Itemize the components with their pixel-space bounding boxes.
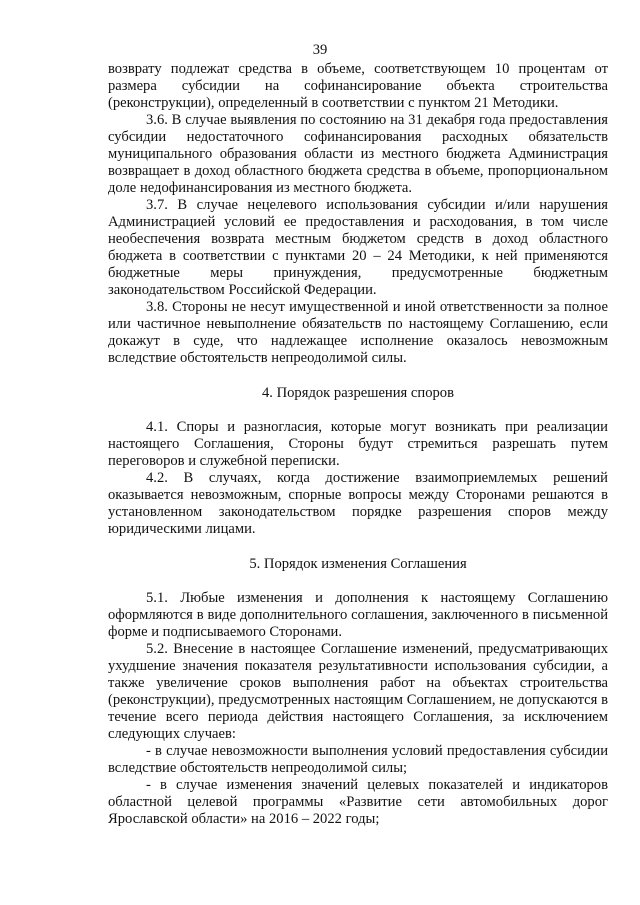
paragraph-5-1: 5.1. Любые изменения и дополнения к настоящему Соглашению оформляются в виде дополнительного соглашения, заключенного в письменной форме и подписываемого Сторонами. (108, 590, 608, 640)
paragraph-3-8: 3.8. Стороны не несут имущественной и иной ответственности за полное или частичное невыполнение обязательств по настоящему Соглашению, если докажут в суде, что надлежащее исполнение оказалось невозможным вследствие обстоятельств непреодолимой силы. (108, 299, 608, 366)
paragraph-4-2: 4.2. В случаях, когда достижение взаимоприемлемых решений оказывается невозможным, спорные вопросы между Сторонами решаются в установленном законодательством порядке разрешения споров между юридическими лицами. (108, 470, 608, 537)
section-4-heading: 4. Порядок разрешения споров (262, 385, 454, 401)
section-5-heading: 5. Порядок изменения Соглашения (249, 556, 467, 572)
list-item-force-majeure: - в случае невозможности выполнения условий предоставления субсидии вследствие обстоятельств непреодолимой силы; (108, 743, 608, 776)
document-body (108, 61, 608, 828)
paragraph-4-1: 4.1. Споры и разногласия, которые могут возникать при реализации настоящего Соглашения, Стороны будут стремиться разрешать путем переговоров и служебной переписки. (108, 419, 608, 469)
paragraph-continuation: возврату подлежат средства в объеме, соответствующем 10 процентам от размера субсидии на софинансирование объекта строительства (реконструкции), определенный в соответствии с пунктом 21 Методики. (108, 61, 608, 111)
list-item-program-change: - в случае изменения значений целевых показателей и индикаторов областной целевой программы «Развитие сети автомобильных дорог Ярославской области» на 2016 – 2022 годы; (108, 777, 608, 827)
paragraph-3-7: 3.7. В случае нецелевого использования субсидии и/или нарушения Администрацией условий ее предоставления и расходования, в том числе необеспечения возврата местным бюджетом средств в доход областного бюджета в соответствии с пунктами 20 – 24 Методики, к ней применяются бюджетные меры принуждения, предусмотренные бюджетным законодательством Российской Федерации. (108, 197, 608, 298)
paragraph-3-6: 3.6. В случае выявления по состоянию на 31 декабря года предоставления субсидии недостаточного софинансирования расходных обязательств муниципального образования области из местного бюджета Администрация возвращает в доход областного бюджета средства в объеме, пропорциональном доле недофинансирования из местного бюджета. (108, 112, 608, 196)
paragraph-5-2: 5.2. Внесение в настоящее Соглашение изменений, предусматривающих ухудшение значения показателя результативности использования субсидии, а также увеличение сроков выполнения работ на объектах строительства (реконструкции), предусмотренных настоящим Соглашением, не допускаются в течение всего периода действия настоящего Соглашения, за исключением следующих случаев: (108, 641, 608, 742)
page-number: 39 (312, 42, 328, 58)
